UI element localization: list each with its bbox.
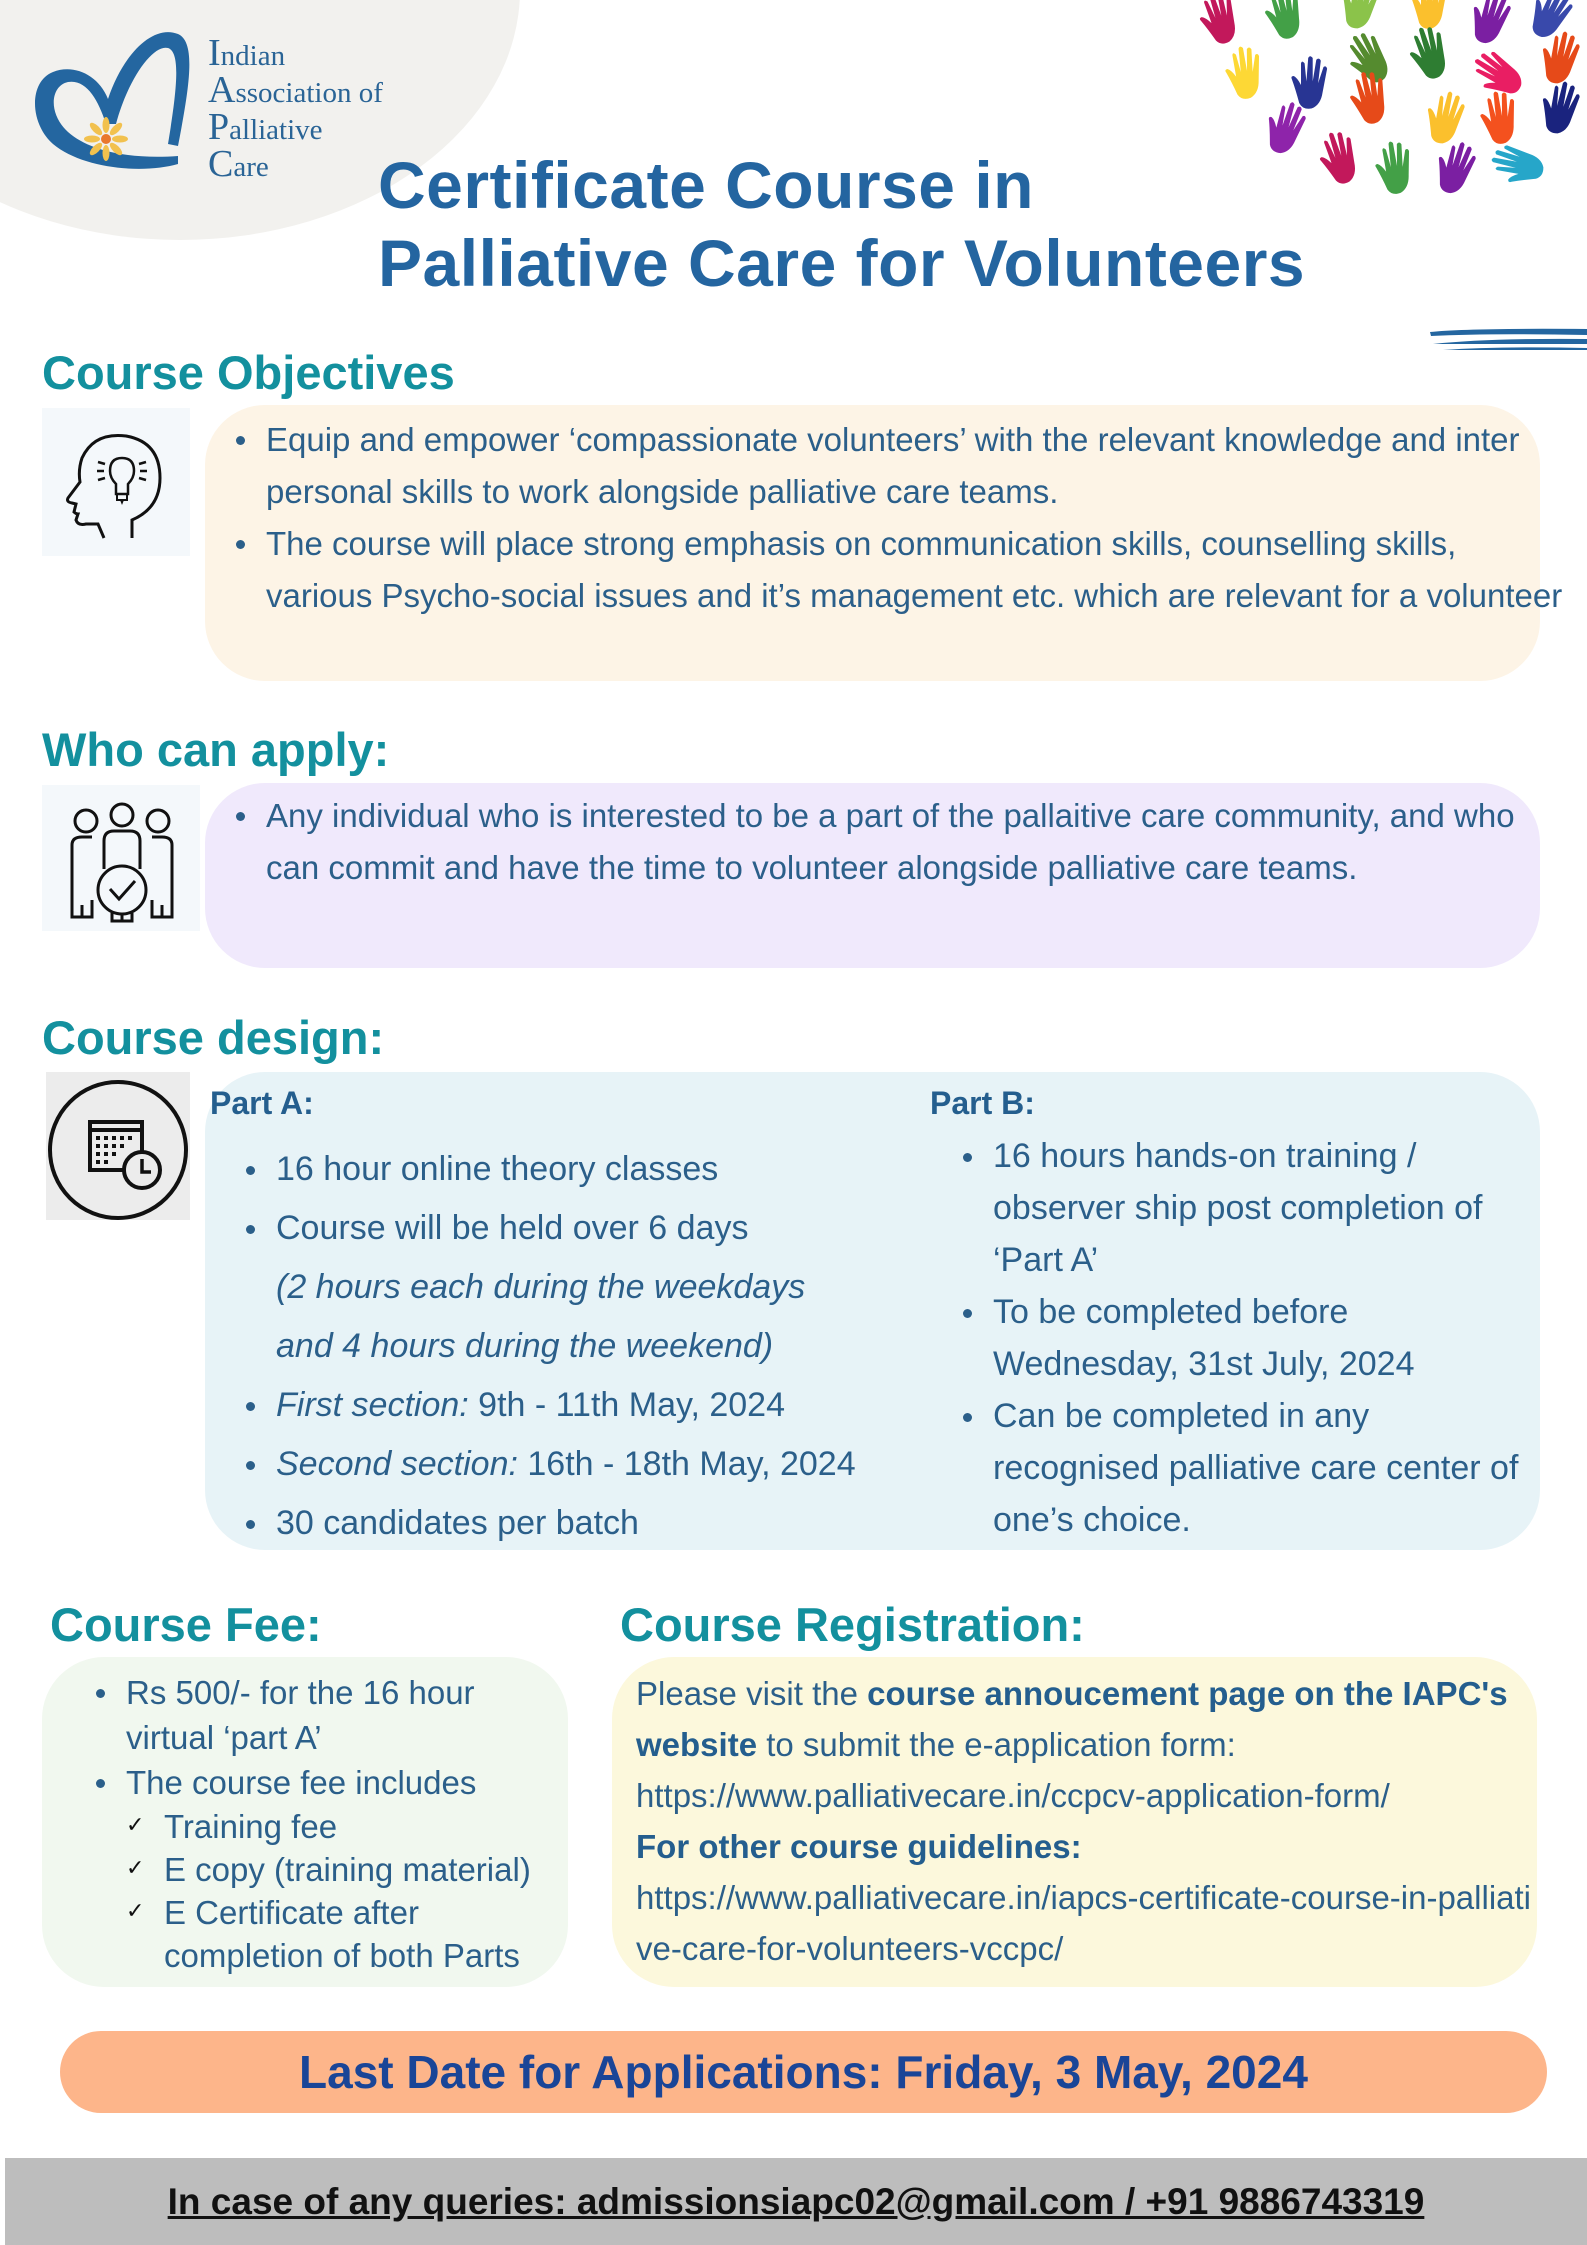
hand-shape [1222, 44, 1266, 102]
application-form-link[interactable]: https://www.palliativecare.in/ccpcv-application-form/ [636, 1777, 1390, 1814]
hand-shape [1338, 0, 1382, 31]
list-item: 16 hour online theory classes [238, 1140, 928, 1199]
hand-shape [1538, 28, 1582, 86]
hand-shape [1538, 78, 1582, 136]
list-item: ✓ Training fee [126, 1805, 568, 1848]
who-icon-box [42, 785, 200, 931]
list-item: ✓ E copy (training material) [126, 1848, 568, 1891]
checkmark-icon: ✓ [126, 1812, 145, 1837]
deadline-banner [60, 2031, 1547, 2113]
list-item: The course fee includes ✓ Training fee ✓ E copy (training material) ✓ E Certificate after completion of both Parts [88, 1760, 568, 1977]
schedule-note: and 4 hours during the weekend) [276, 1327, 774, 1365]
hand-shape [1193, 0, 1245, 49]
page-title: Certificate Course in Palliative Care for Volunteers [378, 148, 1306, 300]
registration-text: Please visit the course annoucement page on the IAPC's website to submit the e-application form: https://www.palliativecare.in/ccpcv-application-form/ For other course guidelines: https://www.palliativecare.in/iapcs-certificate-course-in-palliative-care-for-volunteers-vccpc/ [636, 1675, 1532, 1967]
hand-shape [1372, 139, 1416, 197]
list-item: Can be completed in any recognised palliative care center of one’s choice. [955, 1390, 1535, 1546]
list-item: First section: 9th - 11th May, 2024 [238, 1376, 928, 1435]
organization-name: Indian Association of Palliative Care [208, 32, 383, 185]
list-item: 16 hours hands-on training / observer ship post completion of ‘Part A’ [955, 1130, 1535, 1286]
calendar-clock-icon [46, 1072, 190, 1220]
part-b-label: Part B: [930, 1085, 1035, 1121]
iapc-logo-icon [28, 24, 198, 174]
list-item: To be completed before Wednesday, 31st July, 2024 [955, 1286, 1535, 1390]
design-icon-box [46, 1072, 190, 1220]
list-item: Rs 500/- for the 16 hour virtual ‘part A’ [88, 1670, 568, 1760]
hand-shape [1477, 89, 1521, 147]
hand-shape [1403, 22, 1455, 84]
checkmark-icon: ✓ [126, 1898, 145, 1923]
hand-shape [1260, 0, 1308, 43]
head-lightbulb-icon [42, 408, 190, 556]
group-checkmark-icon [42, 785, 200, 931]
hand-shape [1313, 127, 1365, 189]
course-fee-list [88, 1670, 568, 1977]
deadline-text: Last Date for Applications: Friday, 3 May, 2024 [299, 2046, 1308, 2098]
hand-shape [1423, 88, 1467, 146]
contact-text[interactable]: In case of any queries: admissionsiapc02@gmail.com / +91 9886743319 [167, 2180, 1425, 2222]
course-design-heading: Course design: [42, 1011, 385, 1064]
list-item: Course will be held over 6 days [238, 1199, 928, 1258]
list-item: ✓ E Certificate after completion of both Parts [126, 1891, 568, 1977]
who-can-apply-heading: Who can apply: [42, 723, 390, 776]
hand-shape [1523, 0, 1578, 44]
guidelines-link[interactable]: https://www.palliativecare.in/iapcs-certificate-course-in-palliative-care-for-volunteers-vccpc/ [636, 1879, 1532, 1967]
list-item: Any individual who is interested to be a part of the pallaitive care community, and who can commit and have the time to volunteer alongside palliative care teams. [228, 790, 1528, 894]
part-a-list [238, 1140, 928, 1553]
course-fee-heading: Course Fee: [50, 1598, 322, 1651]
hand-shape [1431, 137, 1479, 197]
who-can-apply-list [228, 790, 1528, 894]
part-b-list [955, 1130, 1535, 1546]
brush-stroke-decoration [1428, 302, 1587, 350]
list-item: Second section: 16th - 18th May, 2024 [238, 1435, 928, 1494]
checkmark-icon: ✓ [126, 1855, 145, 1880]
objectives-list [228, 414, 1568, 622]
fee-includes-list [126, 1805, 568, 1977]
list-item: The course will place strong emphasis on communication skills, counselling skills, various Psycho-social issues and it’s management etc. which are relevant for a volunteer [228, 518, 1568, 622]
schedule-note: (2 hours each during the weekdays [276, 1268, 806, 1306]
hand-shape [1291, 56, 1327, 109]
hand-shape [1466, 0, 1514, 47]
list-item: Equip and empower ‘compassionate volunteers’ with the relevant knowledge and inter personal skills to work alongside palliative care teams. [228, 414, 1568, 518]
hand-shape [1338, 27, 1397, 91]
contact-footer [5, 2158, 1587, 2245]
announcement-page-emphasis: course annoucement page on the IAPC's website [636, 1675, 1508, 1763]
objectives-heading: Course Objectives [42, 346, 455, 399]
course-registration-heading: Course Registration: [620, 1598, 1085, 1651]
guidelines-label: For other course guidelines: [636, 1828, 1082, 1865]
part-a-label: Part A: [210, 1085, 314, 1121]
hand-shape [1488, 143, 1546, 187]
objectives-icon-box [42, 408, 190, 556]
list-item: 30 candidates per batch [238, 1494, 928, 1553]
hand-shape [1411, 0, 1447, 29]
